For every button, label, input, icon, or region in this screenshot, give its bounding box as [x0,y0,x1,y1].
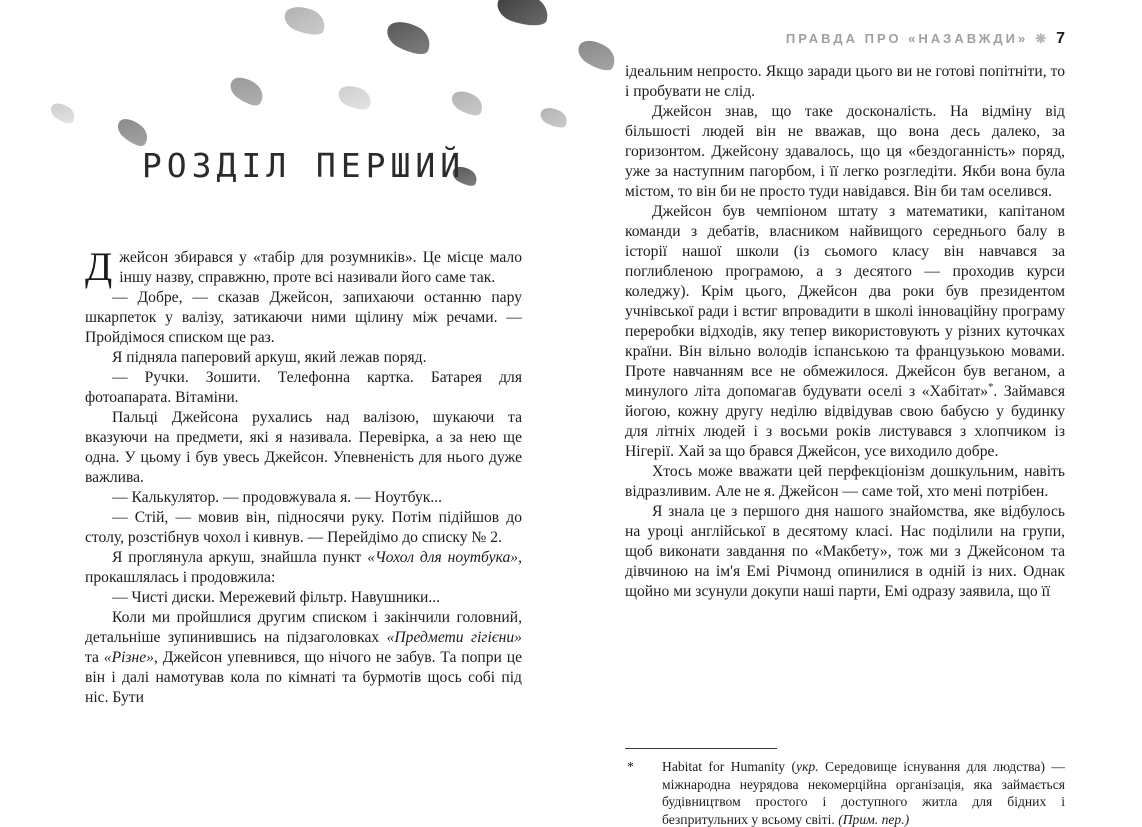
paragraph: Я проглянула аркуш, знайшла пункт «Чохол для ноутбука», прокашлялась і продовжила: [85,549,522,586]
chapter-title: РОЗДІЛ ПЕРШИЙ [141,146,466,185]
petal-icon [382,15,435,60]
petal-icon [48,99,79,127]
flower-icon: ❋ [1035,31,1047,46]
paragraph: — Чисті диски. Мережевий фільтр. Навушники... [112,589,441,606]
paragraph: Джейсон знав, що таке досконалість. На відміну від більшості людей він не вважав, що вона десь далеко, за горизонтом. Джейсону здавалось, що ця «бездоганність» поряд, уже за наступним пагорбом, і її легко розгледіти. Якби вона була містом, то він би не просто туди навідався. Він би там оселився. [625,103,1065,200]
paragraph: ідеальним непросто. Якщо заради цього ви не готові попітніти, то і пробувати не слід. [625,63,1065,100]
footnote-text [662,758,1065,827]
petal-icon [114,113,153,150]
paragraph: Пальці Джейсона рухались над валізою, шукаючи та вказуючи на предмети, які я називала. Перевірка, а за нею ще одна. У цьому і був увесь Джейсон. Упевненість для нього дуже важлива. [85,409,522,486]
running-title: ПРАВДА ПРО «НАЗАВЖДИ» [785,31,1029,46]
petal-icon [281,1,329,40]
running-header [786,30,1065,48]
petal-icon [538,104,571,132]
paragraph: Habitat for Humanity (укр. Середовище існування для людства) — міжнародна неурядова некомерційна організація, яка займається будівництвом простого і доступного житла для бідних і безпритульних у всьому світі. (Прим. пер.) [662,759,1066,827]
petal-icon [335,81,375,114]
footnote-body [625,758,1065,827]
opening-paragraph-text: жейсон збирався у «табір для розумників». Це місце мало іншу назву, справжню, проте всі називали його саме так. [119,249,522,286]
right-text-column [625,62,1065,827]
paragraph: Хтось може вважати цей перфекціонізм дошкульним, навіть відразливим. Але не я. Джейсон — саме той, хто мені потрібен. [625,463,1065,500]
paragraph: Я знала це з першого дня нашого знайомства, яке відбулось на уроці англійської в десятому класі. Нас поділили на групи, щоб виконати завдання по «Макбету», тож ми з Джейсоном та дівчиною на ім'я Емі Річмонд опинилися в одній із них. Однак щойно ми зсунули докупи наші парти, Емі одразу заявила, що її [625,503,1065,600]
drop-cap: Д [85,244,113,289]
petal-icon [574,34,621,76]
paragraph: Я підняла паперовий аркуш, який лежав поряд. [112,349,427,366]
footnote [625,748,1065,827]
petal-icon [494,0,553,31]
paragraph: Джейсон був чемпіоном штату з математики, капітаном команди з дебатів, власником найвищого середнього балу в історії нашої школи (із сьомого класу він навчався за поглибленою програмою, а з десятого — проходив курси коледжу). Крім цього, Джейсон два роки був президентом учнівської ради і встиг впровадити в школі інноваційну програму переробки відходів, яку тепер використовують у різних куточках країни. Він вільно володів іспанською та французькою мовами. Проте навчанням все не обмежилося. Джейсон був веганом, а минулого літа допомагав будувати оселі з «Хабітат»*. Займався йогою, кожну другу неділю відвідував свою бабусю у будинку для літніх людей і з восьми років листувався з хлопчиком із Нігерії. Хай за що брався Джейсон, усе виходило добре. [625,203,1065,460]
left-paragraphs [85,288,522,708]
footnote-separator [625,748,777,749]
paragraph: — Стій, — мовив він, підносячи руку. Потім підійшов до столу, розстібнув чохол і кивнув. — Перейдімо до списку № 2. [85,509,522,546]
paragraph: Коли ми пройшлися другим списком і закінчили головний, детальніше зупинившись на підзаголовках «Предмети гігієни» та «Різне», Джейсон упевнився, що нічого не забув. Та попри це він і далі намотував кола по кімнаті та бурмотів щось собі під ніс. Бути [85,609,523,706]
paragraph: — Ручки. Зошити. Телефонна картка. Батарея для фотоапарата. Вітаміни. [85,369,522,406]
left-text-column [85,244,523,708]
paragraph: — Добре, — сказав Джейсон, запихаючи останню пару шкарпеток у валізу, затикаючи ними щілину між речами. — Пройдімося списком ще раз. [85,289,522,346]
footnote-marker: * [627,759,634,774]
page-number: 7 [1056,30,1065,47]
opening-paragraph [85,244,522,289]
right-paragraphs [625,62,1065,602]
petal-icon [448,86,487,120]
paragraph: — Калькулятор. — продовжувала я. — Ноутбук... [112,489,443,506]
petal-icon [226,72,268,111]
